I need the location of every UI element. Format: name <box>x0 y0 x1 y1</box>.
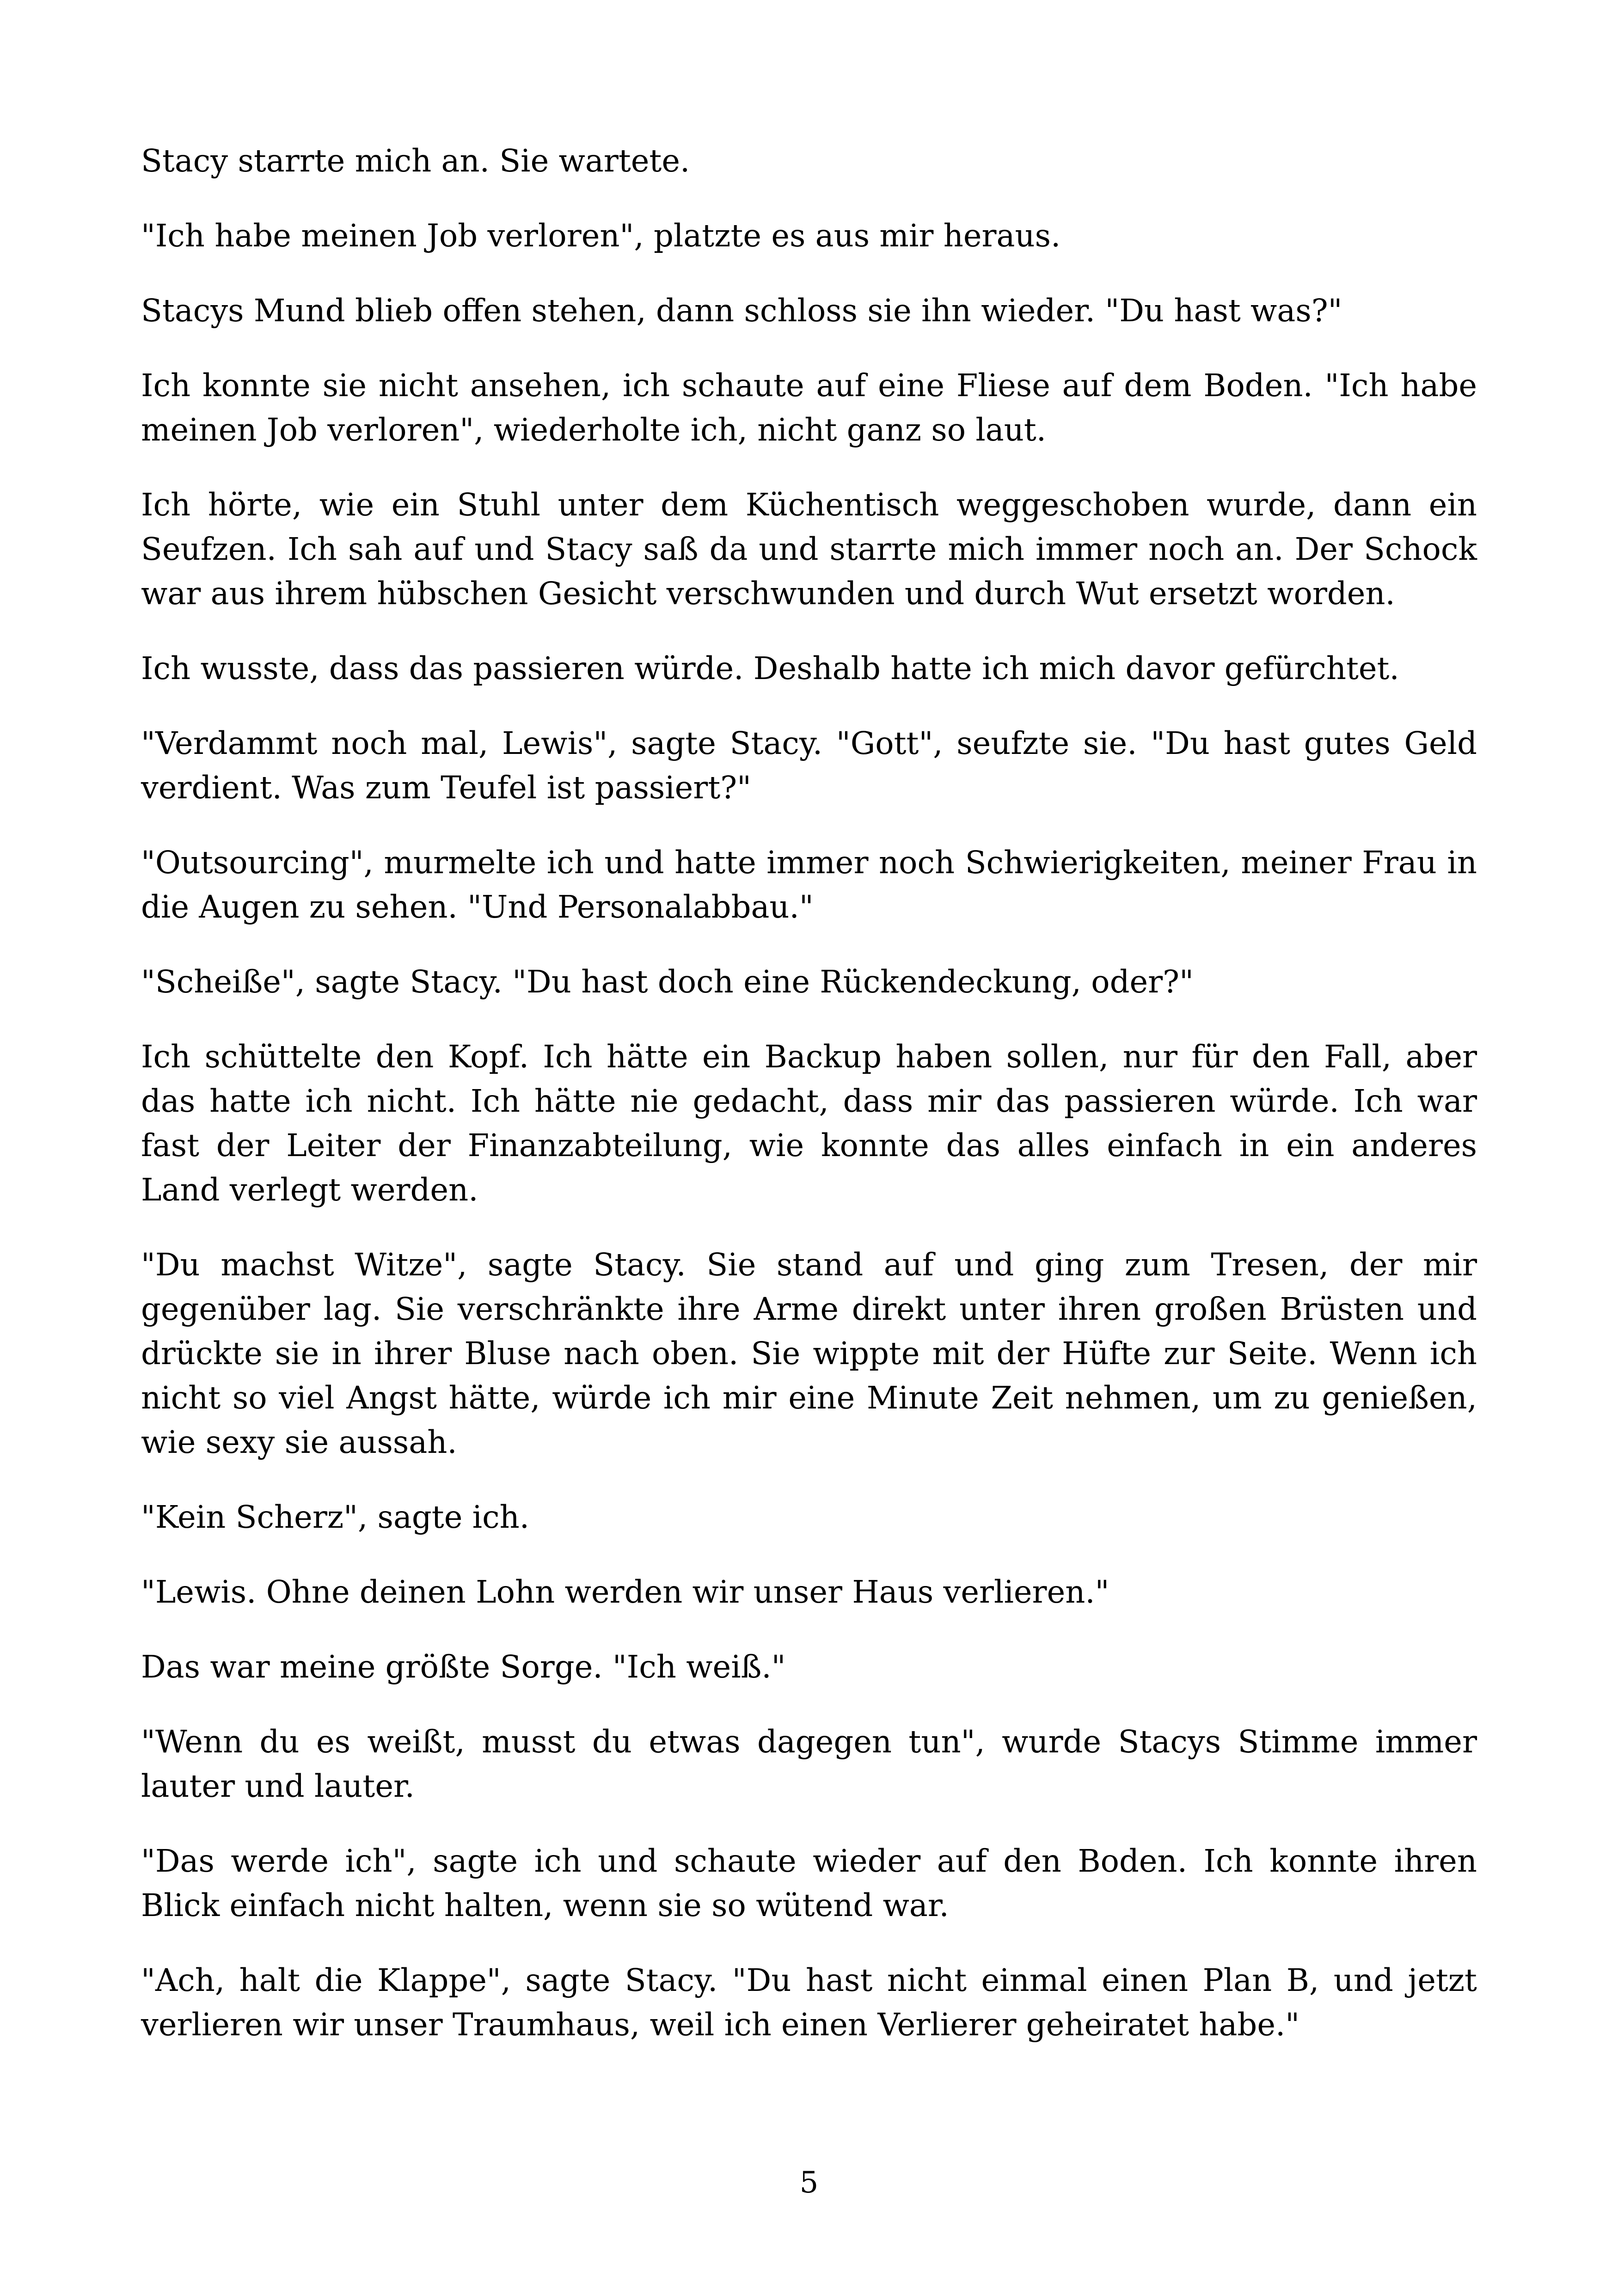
paragraph: "Verdammt noch mal, Lewis", sagte Stacy. "Gott", seufzte sie. "Du hast gutes Geld verdient. Was zum Teufel ist passiert?" <box>141 725 1477 806</box>
paragraph: Ich konnte sie nicht ansehen, ich schaute auf eine Fliese auf dem Boden. "Ich habe meinen Job verloren", wiederholte ich, nicht ganz so laut. <box>141 367 1477 448</box>
paragraph: "Scheiße", sagte Stacy. "Du hast doch eine Rückendeckung, oder?" <box>141 964 1194 1000</box>
paragraph: "Das werde ich", sagte ich und schaute wieder auf den Boden. Ich konnte ihren Blick einfach nicht halten, wenn sie so wütend war. <box>141 1843 1477 1923</box>
page-number: 5 <box>799 2166 819 2200</box>
paragraph: Ich hörte, wie ein Stuhl unter dem Küchentisch weggeschoben wurde, dann ein Seufzen. Ich sah auf und Stacy saß da und starrte mich immer noch an. Der Schock war aus ihrem hübschen Gesicht verschwunden und durch Wut ersetzt worden. <box>141 487 1477 612</box>
page-body <box>141 139 1477 2077</box>
paragraph: "Lewis. Ohne deinen Lohn werden wir unser Haus verlieren." <box>141 1574 1109 1610</box>
paragraph: Stacy starrte mich an. Sie wartete. <box>141 143 690 179</box>
paragraph: "Outsourcing", murmelte ich und hatte immer noch Schwierigkeiten, meiner Frau in die Augen zu sehen. "Und Personalabbau." <box>141 845 1477 925</box>
paragraph: Ich wusste, dass das passieren würde. Deshalb hatte ich mich davor gefürchtet. <box>141 650 1399 686</box>
paragraph: Ich schüttelte den Kopf. Ich hätte ein Backup haben sollen, nur für den Fall, aber das hatte ich nicht. Ich hätte nie gedacht, dass mir das passieren würde. Ich war fast der Leiter der Finanzabteilung, wie konnte das alles einfach in ein anderes Land verlegt werden. <box>141 1039 1477 1208</box>
paragraph: "Kein Scherz", sagte ich. <box>141 1499 530 1535</box>
paragraph: "Du machst Witze", sagte Stacy. Sie stand auf und ging zum Tresen, der mir gegenüber lag. Sie verschränkte ihre Arme direkt unter ihren großen Brüsten und drückte sie in ihrer Bluse nach oben. Sie wippte mit der Hüfte zur Seite. Wenn ich nicht so viel Angst hätte, würde ich mir eine Minute Zeit nehmen, um zu genießen, wie sexy sie aussah. <box>141 1247 1477 1460</box>
paragraph: Stacys Mund blieb offen stehen, dann schloss sie ihn wieder. "Du hast was?" <box>141 293 1342 329</box>
paragraph: "Wenn du es weißt, musst du etwas dagegen tun", wurde Stacys Stimme immer lauter und lauter. <box>141 1724 1477 1804</box>
paragraph: Das war meine größte Sorge. "Ich weiß." <box>141 1649 786 1685</box>
paragraph: "Ach, halt die Klappe", sagte Stacy. "Du hast nicht einmal einen Plan B, und jetzt verlieren wir unser Traumhaus, weil ich einen Verlierer geheiratet habe." <box>141 1962 1477 2043</box>
paragraph: "Ich habe meinen Job verloren", platzte es aus mir heraus. <box>141 218 1061 254</box>
